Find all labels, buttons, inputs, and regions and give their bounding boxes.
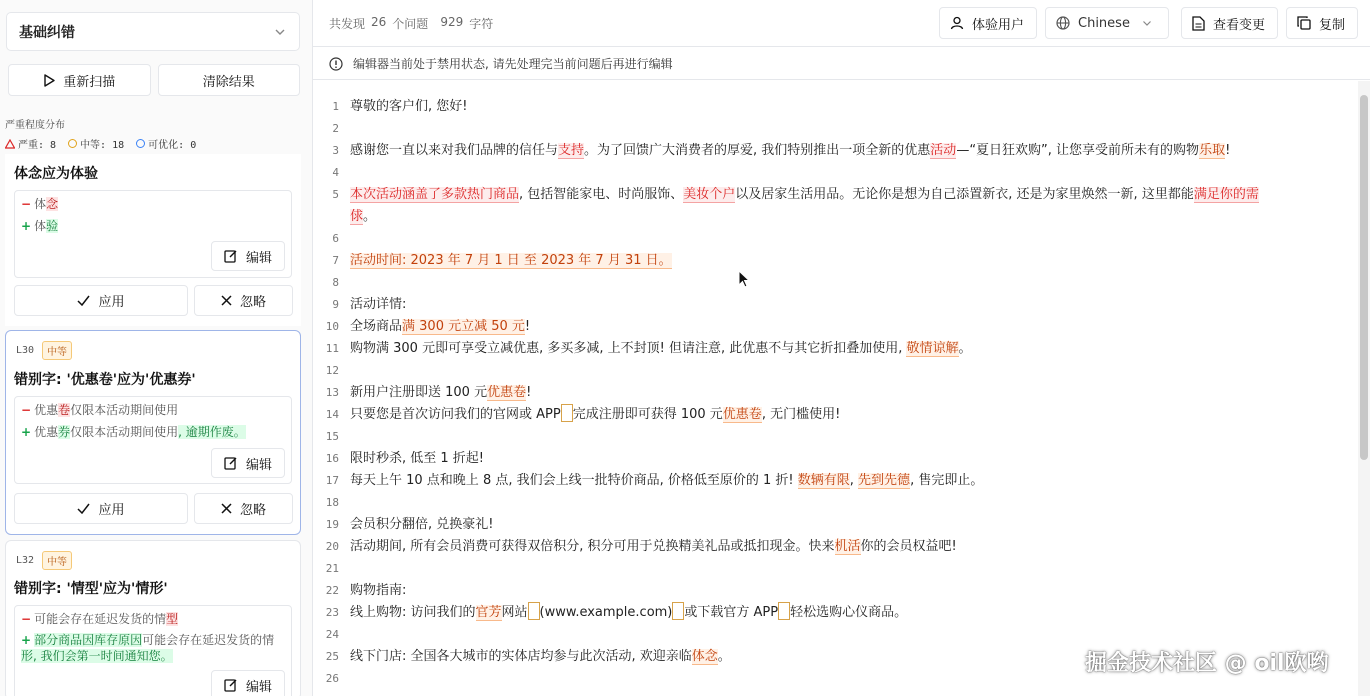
editor-line-22: 购物指南:: [350, 583, 407, 598]
warning-highlight[interactable]: 敬情谅解: [906, 341, 959, 356]
line-number: 16: [325, 452, 339, 465]
diff-removed-line: − 优惠卷仅限本活动期间使用: [21, 403, 179, 417]
scan-stats: 共发现 26 个问题 929 字符: [329, 15, 494, 31]
edit-icon: [224, 249, 238, 263]
copy-button[interactable]: 复制: [1286, 7, 1358, 39]
check-icon: [77, 503, 90, 514]
issue-card-selected[interactable]: [5, 330, 301, 535]
diff-added-line: + 优惠券仅限本活动期间使用, 逾期作废。: [21, 425, 246, 439]
severity-optimizable: [136, 136, 196, 151]
editor-line-20: 活动期间, 所有会员消费可获得双倍积分, 积分可用于兑换精美礼品或抵扣现金。快来机活你的会员权益吧!: [350, 539, 957, 554]
warning-highlight[interactable]: 优惠卷: [487, 385, 527, 400]
issue-meta: [16, 341, 72, 360]
close-icon: [221, 503, 232, 514]
line-number: 23: [325, 606, 339, 619]
severity-medium-label: 中等: 18: [80, 140, 125, 151]
warning-highlight[interactable]: 满 300 元立减 50 元: [402, 319, 525, 334]
editor-line-9: 活动详情:: [350, 297, 407, 312]
chevron-down-icon: [1142, 18, 1152, 28]
line-number: 25: [325, 650, 339, 663]
scan-actions: [8, 64, 300, 96]
rescan-label: 重新扫描: [63, 74, 116, 90]
warning-highlight[interactable]: 机活: [834, 539, 861, 554]
line-number: 15: [325, 430, 339, 443]
diff-preview: [14, 605, 292, 696]
card-actions: [14, 493, 294, 524]
line-number: 24: [325, 628, 339, 641]
editor-line-16: 限时秒杀, 低至 1 折起!: [350, 451, 485, 466]
editor-line-13: 新用户注册即送 100 元优惠卷!: [350, 385, 532, 400]
error-highlight[interactable]: 活动: [930, 143, 957, 158]
editor-line-10: 全场商品满 300 元立减 50 元!: [350, 319, 531, 334]
line-number: 20: [325, 540, 339, 553]
editor-line-25: 线下门店: 全国各大城市的实体店均参与此次活动, 欢迎亲临体念。: [350, 649, 731, 664]
issues-sidebar: [0, 0, 313, 696]
severity-optimizable-label: 可优化: 0: [148, 140, 197, 151]
added-text: 验: [46, 219, 59, 233]
warning-highlight[interactable]: 体念: [691, 649, 718, 664]
line-number: 8: [332, 276, 339, 289]
editor-line-3: 感谢您一直以来对我们品牌的信任与支持。为了回馈广大消费者的厚爱, 我们特别推出一项全新的优惠活动—“夏日狂欢购”, 让您享受前所未有的购物乐取!: [350, 143, 1231, 158]
line-number: 12: [325, 364, 339, 377]
ignore-button[interactable]: 忽略: [194, 285, 293, 316]
issue-title: 体念应为体验: [14, 166, 98, 182]
view-changes-button[interactable]: 查看变更: [1181, 7, 1278, 39]
issue-title: 错别字: '情型'应为'情形': [14, 581, 168, 597]
edit-button[interactable]: 编辑: [211, 241, 285, 271]
editor-line-5-wrap: 俅。: [350, 209, 377, 224]
line-number: 7: [332, 254, 339, 267]
mouse-cursor-icon: [738, 270, 750, 288]
notice-text: 编辑器当前处于禁用状态, 请先处理完当前问题后再进行编辑: [353, 57, 673, 71]
language-select[interactable]: Chinese: [1045, 7, 1169, 39]
user-button[interactable]: 体验用户: [939, 7, 1037, 39]
apply-button[interactable]: 应用: [14, 285, 188, 316]
punctuation-marker[interactable]: [778, 602, 790, 620]
char-count: 929: [440, 15, 464, 29]
clear-results-label: 清除结果: [202, 74, 255, 90]
user-icon: [950, 16, 964, 30]
info-circle-icon: [329, 57, 343, 71]
diff-preview: [14, 396, 292, 484]
apply-button[interactable]: 应用: [14, 493, 188, 524]
warning-highlight[interactable]: 数辆有限: [797, 473, 850, 488]
top-toolbar: [313, 0, 1370, 47]
document-icon: [1192, 16, 1205, 31]
editor-line-1: 尊敬的客户们, 您好!: [350, 99, 468, 114]
edit-button[interactable]: 编辑: [211, 448, 285, 478]
close-icon: [221, 295, 232, 306]
scrollbar-thumb[interactable]: [1360, 95, 1368, 460]
diff-preview: [14, 190, 292, 278]
severity-badge: 中等: [42, 341, 72, 360]
edit-icon: [224, 678, 238, 692]
warning-highlight[interactable]: 乐取: [1199, 143, 1226, 158]
play-icon: [43, 74, 55, 87]
editor-scrollbar[interactable]: [1358, 81, 1370, 696]
severity-title: 严重程度分布: [5, 120, 65, 131]
line-number: 17: [325, 474, 339, 487]
line-number: 14: [325, 408, 339, 421]
chevron-down-icon: [273, 25, 287, 39]
diff-added-line: + 部分商品因库存原因可能会存在延迟发货的情形, 我们会第一时间通知您。: [21, 633, 275, 663]
error-highlight[interactable]: 俅: [350, 209, 364, 224]
line-number: 5: [332, 188, 339, 201]
issue-title: 错别字: '优惠卷'应为'优惠券': [14, 372, 196, 388]
line-number: 22: [325, 584, 339, 597]
diff-removed-line: − 体念: [21, 197, 59, 211]
punctuation-marker[interactable]: [528, 602, 540, 620]
severity-medium: [68, 136, 124, 151]
warning-highlight[interactable]: 先到先德: [858, 473, 911, 488]
line-number: 10: [325, 320, 339, 333]
line-number: 1: [332, 100, 339, 113]
copy-icon: [1297, 16, 1311, 30]
rescan-button[interactable]: [8, 64, 151, 96]
severity-badge: 中等: [42, 551, 72, 570]
editor-line-14: 只要您是首次访问我们的官网或 APP 完成注册即可获得 100 元优惠卷, 无门槛使用!: [350, 404, 840, 426]
line-number: 9: [332, 298, 339, 311]
clear-results-button[interactable]: [158, 64, 301, 96]
issue-line-number: L32: [16, 555, 35, 566]
line-number: 4: [332, 166, 339, 179]
line-number: 13: [325, 386, 339, 399]
issue-count: 26: [371, 15, 387, 29]
error-highlight[interactable]: 本次活动涵盖了多款热门商品: [350, 187, 520, 202]
info-circle-icon: [136, 139, 145, 148]
line-number: 11: [325, 342, 339, 355]
edit-button[interactable]: 编辑: [211, 670, 285, 696]
line-number: 21: [325, 562, 339, 575]
mode-select-value: 基础纠错: [19, 24, 75, 41]
watermark: 掘金技术社区 @ oil欧哟: [1085, 651, 1329, 676]
editor-line-23: 线上购物: 访问我们的官芳网站 (www.example.com) 或下载官方 APP 轻松选购心仪商品。: [350, 602, 907, 624]
diff-removed-line: − 可能会存在延迟发货的情型: [21, 612, 179, 626]
globe-icon: [1056, 16, 1070, 30]
issue-card: [5, 154, 301, 326]
card-actions: [14, 285, 294, 316]
editor-line-17: 每天上午 10 点和晚上 8 点, 我们会上线一批特价商品, 价格低至原价的 1 折! 数辆有限, 先到先德, 售完即止。: [350, 473, 984, 488]
warning-triangle-icon: [5, 139, 15, 149]
issue-line-number: L30: [16, 345, 35, 356]
text-editor[interactable]: [313, 81, 1358, 696]
ignore-button[interactable]: 忽略: [194, 493, 293, 524]
line-number: 26: [325, 672, 339, 685]
line-number: 3: [332, 144, 339, 157]
severity-severe: [5, 136, 56, 151]
severity-severe-label: 严重: 8: [18, 140, 57, 151]
line-number: 2: [332, 122, 339, 135]
severity-distribution: [5, 136, 196, 151]
issue-card[interactable]: [5, 540, 301, 696]
mode-select[interactable]: [6, 12, 300, 51]
medium-circle-icon: [68, 139, 77, 148]
line-number: 6: [332, 232, 339, 245]
punctuation-marker[interactable]: [561, 404, 573, 422]
edit-icon: [224, 456, 238, 470]
punctuation-marker[interactable]: [672, 602, 684, 620]
issue-meta: [16, 551, 72, 570]
editor-line-11: 购物满 300 元即可享受立减优惠, 多买多减, 上不封顶! 但请注意, 此优惠不与其它折扣叠加使用, 敬情谅解。: [350, 341, 972, 356]
error-highlight[interactable]: 满足你的需: [1193, 187, 1259, 202]
editor-line-5: 本次活动涵盖了多款热门商品, 包括智能家电、时尚服饰、美妆个户以及居家生活用品。无论你是想为自己添置新衣, 还是为家里焕然一新, 这里都能满足你的需: [350, 187, 1259, 202]
editor-line-7: [350, 250, 672, 272]
editor-line-19: 会员积分翻倍, 兑换豪礼!: [350, 517, 494, 532]
warning-highlight[interactable]: 优惠卷: [722, 407, 762, 422]
line-number: 18: [325, 496, 339, 509]
diff-added-line: + 体验: [21, 219, 59, 233]
error-highlight[interactable]: 支持: [558, 143, 585, 158]
line-number: 19: [325, 518, 339, 531]
editor-disabled-notice: [313, 48, 1370, 80]
warning-highlight[interactable]: 活动时间: 2023 年 7 月 1 日 至 2023 年 7 月 31 日。: [350, 253, 672, 268]
check-icon: [77, 295, 90, 306]
warning-highlight[interactable]: 官芳: [475, 605, 502, 620]
removed-text: 念: [46, 197, 59, 211]
error-highlight[interactable]: 美妆个户: [683, 187, 736, 202]
